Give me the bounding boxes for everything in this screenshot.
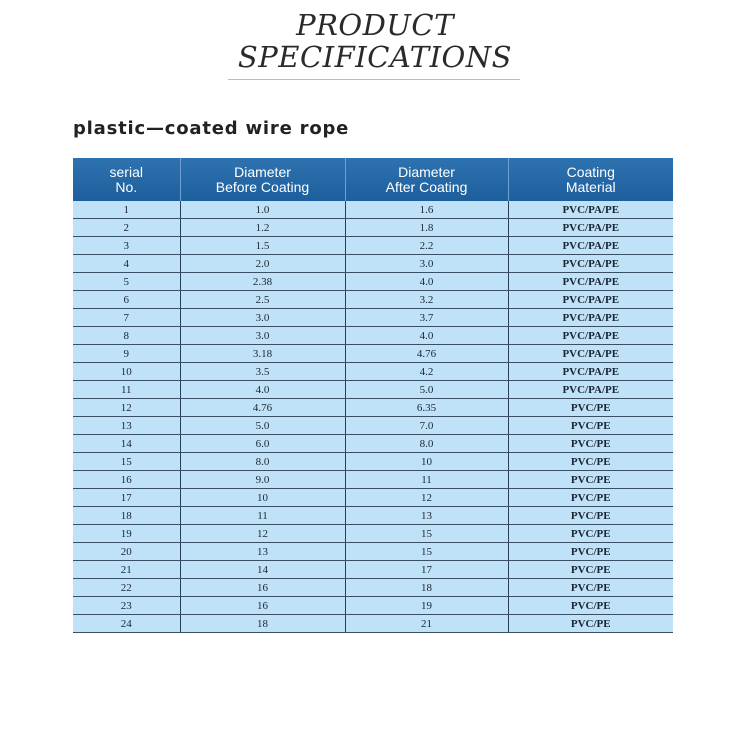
title-divider	[228, 79, 520, 80]
cell-diameter-before: 1.2	[180, 219, 345, 237]
cell-coating-material: PVC/PE	[508, 471, 673, 489]
cell-diameter-after: 4.0	[345, 327, 508, 345]
cell-diameter-before: 18	[180, 615, 345, 633]
table-row	[73, 543, 673, 561]
cell-coating-material: PVC/PA/PE	[508, 219, 673, 237]
cell-diameter-after: 8.0	[345, 435, 508, 453]
cell-diameter-before: 3.0	[180, 327, 345, 345]
table-row	[73, 615, 673, 633]
cell-coating-material: PVC/PE	[508, 489, 673, 507]
table-row	[73, 309, 673, 327]
cell-coating-material: PVC/PE	[508, 579, 673, 597]
cell-diameter-after: 17	[345, 561, 508, 579]
cell-diameter-before: 4.76	[180, 399, 345, 417]
cell-serial: 3	[73, 237, 180, 255]
cell-diameter-after: 18	[345, 579, 508, 597]
header-line: No.	[115, 178, 138, 195]
cell-coating-material: PVC/PE	[508, 525, 673, 543]
cell-serial: 22	[73, 579, 180, 597]
cell-diameter-before: 13	[180, 543, 345, 561]
header-line: Diameter	[234, 163, 291, 180]
cell-serial: 6	[73, 291, 180, 309]
cell-serial: 17	[73, 489, 180, 507]
page-title-line1: PRODUCT	[296, 8, 454, 42]
cell-serial: 12	[73, 399, 180, 417]
cell-diameter-before: 4.0	[180, 381, 345, 399]
table-header-row	[73, 158, 673, 201]
table-row	[73, 579, 673, 597]
page-title-line2: SPECIFICATIONS	[237, 40, 513, 74]
cell-diameter-before: 12	[180, 525, 345, 543]
cell-diameter-after: 10	[345, 453, 508, 471]
cell-diameter-before: 16	[180, 579, 345, 597]
table-row	[73, 273, 673, 291]
cell-diameter-after: 1.6	[345, 201, 508, 219]
cell-diameter-before: 1.5	[180, 237, 345, 255]
cell-diameter-before: 14	[180, 561, 345, 579]
table-row	[73, 219, 673, 237]
cell-diameter-before: 2.0	[180, 255, 345, 273]
table-row	[73, 399, 673, 417]
cell-diameter-before: 6.0	[180, 435, 345, 453]
header-line: Before Coating	[215, 178, 310, 195]
cell-coating-material: PVC/PA/PE	[508, 273, 673, 291]
cell-coating-material: PVC/PA/PE	[508, 291, 673, 309]
cell-diameter-before: 10	[180, 489, 345, 507]
cell-serial: 9	[73, 345, 180, 363]
cell-coating-material: PVC/PA/PE	[508, 381, 673, 399]
cell-diameter-before: 8.0	[180, 453, 345, 471]
cell-serial: 18	[73, 507, 180, 525]
header-line: Coating	[566, 163, 615, 180]
cell-coating-material: PVC/PE	[508, 561, 673, 579]
cell-serial: 5	[73, 273, 180, 291]
cell-diameter-after: 3.2	[345, 291, 508, 309]
cell-diameter-after: 4.76	[345, 345, 508, 363]
table-row	[73, 525, 673, 543]
table-body	[73, 201, 673, 633]
cell-coating-material: PVC/PA/PE	[508, 255, 673, 273]
table-row	[73, 363, 673, 381]
cell-diameter-after: 1.8	[345, 219, 508, 237]
cell-serial: 1	[73, 201, 180, 219]
cell-serial: 13	[73, 417, 180, 435]
cell-diameter-after: 4.2	[345, 363, 508, 381]
cell-coating-material: PVC/PA/PE	[508, 327, 673, 345]
cell-diameter-after: 13	[345, 507, 508, 525]
cell-serial: 20	[73, 543, 180, 561]
header-line: Diameter	[398, 163, 455, 180]
cell-diameter-after: 7.0	[345, 417, 508, 435]
cell-serial: 21	[73, 561, 180, 579]
table-row	[73, 453, 673, 471]
cell-diameter-after: 5.0	[345, 381, 508, 399]
table-row	[73, 345, 673, 363]
cell-serial: 2	[73, 219, 180, 237]
cell-coating-material: PVC/PE	[508, 453, 673, 471]
table-row	[73, 561, 673, 579]
cell-diameter-after: 2.2	[345, 237, 508, 255]
cell-diameter-before: 1.0	[180, 201, 345, 219]
cell-diameter-before: 9.0	[180, 471, 345, 489]
header-diameter-before	[180, 158, 345, 201]
cell-diameter-after: 6.35	[345, 399, 508, 417]
cell-diameter-before: 16	[180, 597, 345, 615]
cell-serial: 11	[73, 381, 180, 399]
cell-serial: 19	[73, 525, 180, 543]
cell-diameter-after: 12	[345, 489, 508, 507]
cell-coating-material: PVC/PA/PE	[508, 201, 673, 219]
cell-serial: 24	[73, 615, 180, 633]
cell-serial: 10	[73, 363, 180, 381]
cell-coating-material: PVC/PE	[508, 507, 673, 525]
table-row	[73, 381, 673, 399]
cell-coating-material: PVC/PA/PE	[508, 237, 673, 255]
cell-diameter-after: 19	[345, 597, 508, 615]
table-row	[73, 237, 673, 255]
section-subtitle: plastic—coated wire rope	[73, 118, 350, 139]
header-diameter-after	[345, 158, 508, 201]
table-row	[73, 435, 673, 453]
cell-serial: 4	[73, 255, 180, 273]
table-row	[73, 507, 673, 525]
table-row	[73, 471, 673, 489]
header-line: serial	[109, 163, 143, 180]
cell-diameter-after: 3.0	[345, 255, 508, 273]
table-row	[73, 489, 673, 507]
cell-coating-material: PVC/PE	[508, 597, 673, 615]
cell-diameter-before: 2.5	[180, 291, 345, 309]
header-line: After Coating	[385, 178, 468, 195]
cell-diameter-before: 5.0	[180, 417, 345, 435]
table-row	[73, 255, 673, 273]
cell-diameter-after: 15	[345, 525, 508, 543]
cell-diameter-after: 15	[345, 543, 508, 561]
table-row	[73, 597, 673, 615]
cell-serial: 8	[73, 327, 180, 345]
table-row	[73, 291, 673, 309]
spec-table	[73, 158, 673, 633]
cell-diameter-after: 21	[345, 615, 508, 633]
table-row	[73, 201, 673, 219]
cell-coating-material: PVC/PA/PE	[508, 345, 673, 363]
cell-diameter-before: 3.0	[180, 309, 345, 327]
header-coating-material	[508, 158, 673, 201]
header-serial	[73, 158, 180, 201]
cell-coating-material: PVC/PE	[508, 543, 673, 561]
cell-serial: 16	[73, 471, 180, 489]
cell-coating-material: PVC/PA/PE	[508, 309, 673, 327]
cell-coating-material: PVC/PE	[508, 399, 673, 417]
cell-diameter-before: 2.38	[180, 273, 345, 291]
cell-diameter-after: 3.7	[345, 309, 508, 327]
cell-serial: 14	[73, 435, 180, 453]
cell-serial: 7	[73, 309, 180, 327]
table-row	[73, 327, 673, 345]
cell-coating-material: PVC/PE	[508, 615, 673, 633]
cell-coating-material: PVC/PA/PE	[508, 363, 673, 381]
header-line: Material	[565, 178, 616, 195]
cell-diameter-before: 3.18	[180, 345, 345, 363]
table-row	[73, 417, 673, 435]
cell-diameter-before: 11	[180, 507, 345, 525]
cell-diameter-before: 3.5	[180, 363, 345, 381]
cell-serial: 15	[73, 453, 180, 471]
cell-coating-material: PVC/PE	[508, 417, 673, 435]
cell-diameter-after: 11	[345, 471, 508, 489]
cell-coating-material: PVC/PE	[508, 435, 673, 453]
cell-diameter-after: 4.0	[345, 273, 508, 291]
cell-serial: 23	[73, 597, 180, 615]
